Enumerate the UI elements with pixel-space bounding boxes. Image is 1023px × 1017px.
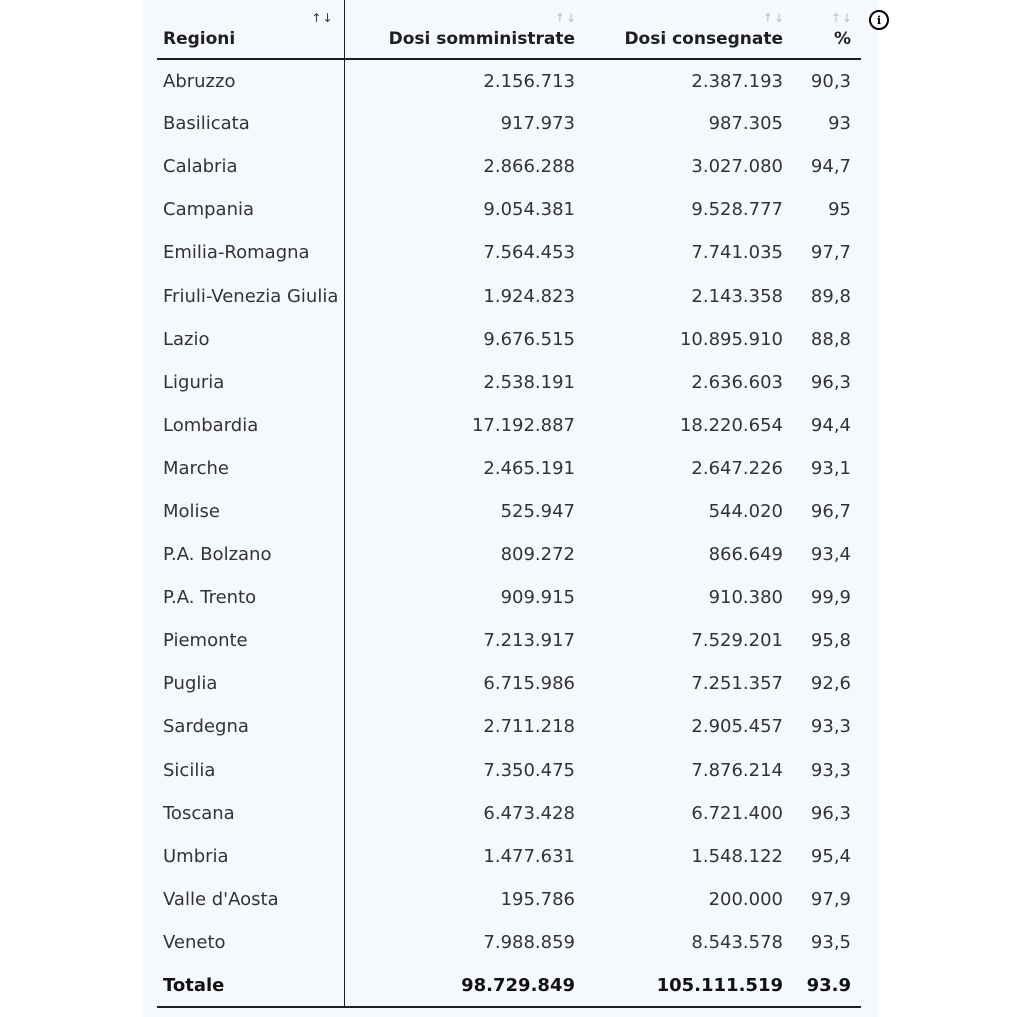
percent-cell: 97,9 bbox=[810, 888, 851, 910]
delivered-cell: 544.020 bbox=[708, 500, 783, 522]
table-row bbox=[157, 404, 861, 447]
table-header-row bbox=[157, 0, 861, 59]
region-cell: Lazio bbox=[157, 318, 344, 361]
administered-cell: 2.866.288 bbox=[483, 156, 575, 178]
administered-cell: 917.973 bbox=[500, 113, 575, 135]
column-header-label: Regioni bbox=[163, 29, 236, 49]
column-header-label: Dosi somministrate bbox=[388, 29, 575, 49]
administered-cell: 9.676.515 bbox=[483, 328, 575, 350]
administered-cell: 7.988.859 bbox=[483, 931, 575, 953]
delivered-cell: 2.636.603 bbox=[691, 371, 783, 393]
administered-cell: 1.477.631 bbox=[483, 845, 575, 867]
delivered-cell: 7.876.214 bbox=[691, 759, 783, 781]
delivered-cell: 18.220.654 bbox=[679, 414, 783, 436]
delivered-cell: 2.143.358 bbox=[691, 285, 783, 307]
region-cell: Friuli-Venezia Giulia bbox=[157, 274, 344, 317]
percent-cell: 93 bbox=[828, 113, 851, 135]
table-row bbox=[157, 792, 861, 835]
administered-cell: 7.564.453 bbox=[483, 242, 575, 264]
delivered-cell: 2.387.193 bbox=[691, 70, 783, 92]
region-cell: Marche bbox=[157, 447, 344, 490]
table-row bbox=[157, 533, 861, 576]
administered-cell: 195.786 bbox=[500, 888, 575, 910]
region-cell: Toscana bbox=[157, 792, 344, 835]
table-row bbox=[157, 361, 861, 404]
delivered-cell: 987.305 bbox=[708, 113, 783, 135]
administered-cell: 2.465.191 bbox=[483, 457, 575, 479]
region-cell: P.A. Trento bbox=[157, 576, 344, 619]
table-row bbox=[157, 102, 861, 145]
column-header-percent[interactable] bbox=[789, 0, 861, 59]
table-row bbox=[157, 835, 861, 878]
region-cell: P.A. Bolzano bbox=[157, 533, 344, 576]
administered-cell: 7.350.475 bbox=[483, 759, 575, 781]
delivered-cell: 8.543.578 bbox=[691, 931, 783, 953]
table-row bbox=[157, 576, 861, 619]
region-cell: Emilia-Romagna bbox=[157, 231, 344, 274]
percent-cell: 94,7 bbox=[810, 156, 851, 178]
delivered-cell: 10.895.910 bbox=[679, 328, 783, 350]
percent-cell: 93,4 bbox=[810, 544, 851, 566]
administered-cell: 2.711.218 bbox=[483, 716, 575, 738]
table-row bbox=[157, 705, 861, 748]
percent-cell: 93,3 bbox=[810, 716, 851, 738]
administered-cell: 2.538.191 bbox=[483, 371, 575, 393]
region-cell: Umbria bbox=[157, 835, 344, 878]
administered-cell: 9.054.381 bbox=[483, 199, 575, 221]
percent-cell: 97,7 bbox=[810, 242, 851, 264]
administered-cell: 7.213.917 bbox=[483, 630, 575, 652]
table-row bbox=[157, 662, 861, 705]
column-header-regions[interactable] bbox=[157, 0, 344, 59]
percent-cell: 95,8 bbox=[810, 630, 851, 652]
region-cell: Veneto bbox=[157, 921, 344, 964]
table-row bbox=[157, 490, 861, 533]
delivered-cell: 866.649 bbox=[708, 544, 783, 566]
total-administered: 98.729.849 bbox=[344, 964, 581, 1007]
delivered-cell: 910.380 bbox=[708, 587, 783, 609]
region-cell: Liguria bbox=[157, 361, 344, 404]
sort-icon[interactable]: ↑↓ bbox=[762, 11, 785, 25]
delivered-cell: 2.647.226 bbox=[691, 457, 783, 479]
sort-icon[interactable]: ↑↓ bbox=[830, 11, 853, 25]
percent-cell: 92,6 bbox=[810, 673, 851, 695]
column-header-label: % bbox=[833, 29, 851, 49]
delivered-cell: 9.528.777 bbox=[691, 199, 783, 221]
percent-cell: 94,4 bbox=[810, 414, 851, 436]
table-row bbox=[157, 921, 861, 964]
percent-cell: 93,5 bbox=[810, 931, 851, 953]
vaccine-doses-table bbox=[157, 0, 861, 1008]
sort-icon[interactable]: ↑↓ bbox=[554, 11, 577, 25]
region-cell: Valle d'Aosta bbox=[157, 878, 344, 921]
administered-cell: 525.947 bbox=[500, 500, 575, 522]
delivered-cell: 2.905.457 bbox=[691, 716, 783, 738]
region-cell: Sicilia bbox=[157, 749, 344, 792]
region-cell: Molise bbox=[157, 490, 344, 533]
sort-icon[interactable]: ↑↓ bbox=[311, 11, 334, 25]
percent-cell: 96,3 bbox=[810, 802, 851, 824]
region-cell: Piemonte bbox=[157, 619, 344, 662]
percent-cell: 99,9 bbox=[810, 587, 851, 609]
table-row bbox=[157, 619, 861, 662]
total-label: Totale bbox=[157, 964, 344, 1007]
region-cell: Abruzzo bbox=[157, 59, 344, 102]
total-row bbox=[157, 964, 861, 1007]
percent-cell: 95 bbox=[828, 199, 851, 221]
column-header-administered[interactable] bbox=[344, 0, 581, 59]
region-cell: Campania bbox=[157, 188, 344, 231]
table-row bbox=[157, 274, 861, 317]
administered-cell: 2.156.713 bbox=[483, 70, 575, 92]
administered-cell: 809.272 bbox=[500, 544, 575, 566]
percent-cell: 88,8 bbox=[810, 328, 851, 350]
percent-cell: 90,3 bbox=[810, 70, 851, 92]
info-icon: i bbox=[876, 13, 882, 27]
percent-cell: 96,7 bbox=[810, 500, 851, 522]
administered-cell: 6.715.986 bbox=[483, 673, 575, 695]
percent-cell: 89,8 bbox=[810, 285, 851, 307]
administered-cell: 1.924.823 bbox=[483, 285, 575, 307]
region-cell: Sardegna bbox=[157, 705, 344, 748]
percent-cell: 93,3 bbox=[810, 759, 851, 781]
region-cell: Lombardia bbox=[157, 404, 344, 447]
table-row bbox=[157, 188, 861, 231]
table-row bbox=[157, 749, 861, 792]
table-row bbox=[157, 318, 861, 361]
table-row bbox=[157, 878, 861, 921]
region-cell: Basilicata bbox=[157, 102, 344, 145]
delivered-cell: 7.251.357 bbox=[691, 673, 783, 695]
delivered-cell: 200.000 bbox=[708, 888, 783, 910]
delivered-cell: 3.027.080 bbox=[691, 156, 783, 178]
delivered-cell: 7.741.035 bbox=[691, 242, 783, 264]
table-row bbox=[157, 59, 861, 102]
percent-cell: 95,4 bbox=[810, 845, 851, 867]
administered-cell: 17.192.887 bbox=[471, 414, 575, 436]
total-percent: 93.9 bbox=[789, 964, 861, 1007]
info-button[interactable] bbox=[869, 10, 889, 30]
delivered-cell: 1.548.122 bbox=[691, 845, 783, 867]
administered-cell: 6.473.428 bbox=[483, 802, 575, 824]
table-row bbox=[157, 447, 861, 490]
delivered-cell: 6.721.400 bbox=[691, 802, 783, 824]
administered-cell: 909.915 bbox=[500, 587, 575, 609]
delivered-cell: 7.529.201 bbox=[691, 630, 783, 652]
column-header-delivered[interactable] bbox=[581, 0, 789, 59]
percent-cell: 93,1 bbox=[810, 457, 851, 479]
column-header-label: Dosi consegnate bbox=[624, 29, 783, 49]
percent-cell: 96,3 bbox=[810, 371, 851, 393]
table-row bbox=[157, 145, 861, 188]
region-cell: Puglia bbox=[157, 662, 344, 705]
table-row bbox=[157, 231, 861, 274]
total-delivered: 105.111.519 bbox=[581, 964, 789, 1007]
region-cell: Calabria bbox=[157, 145, 344, 188]
